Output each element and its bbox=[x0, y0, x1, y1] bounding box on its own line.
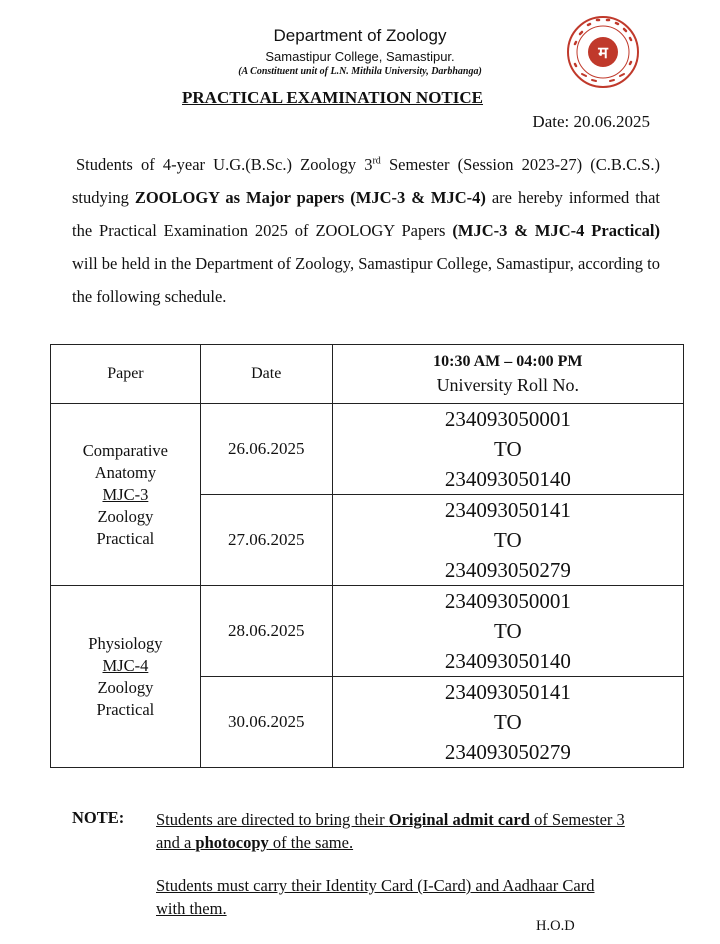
roll-to: 234093050279 bbox=[444, 740, 571, 764]
note1-text-b: of Semester 3 and a bbox=[156, 810, 625, 852]
exam-date: 28.06.2025 bbox=[200, 586, 332, 677]
note-id-card: Students must carry their Identity Card (I-Card) and Aadhaar Card with them. bbox=[156, 876, 595, 918]
notice-body bbox=[72, 148, 660, 313]
roll-range bbox=[332, 404, 683, 495]
paper-cell-mjc3 bbox=[51, 404, 201, 586]
roll-to: 234093050279 bbox=[444, 558, 571, 582]
roll-to: 234093050140 bbox=[444, 467, 571, 491]
roll-from: 234093050141 bbox=[444, 680, 571, 704]
roll-from: 234093050141 bbox=[444, 498, 571, 522]
note-admit-card bbox=[156, 808, 626, 854]
roll-from: 234093050001 bbox=[444, 407, 571, 431]
paper-line: Zoology bbox=[97, 677, 154, 697]
department-name: Department of Zoology bbox=[273, 26, 447, 45]
paper-line: Comparative bbox=[82, 440, 169, 460]
constituent-line: (A Constituent unit of L.N. Mithila University, Darbhanga) bbox=[238, 66, 482, 77]
header-date: Date bbox=[200, 345, 332, 404]
roll-range bbox=[332, 677, 683, 768]
roll-range bbox=[332, 586, 683, 677]
roll-range bbox=[332, 495, 683, 586]
college-seal-logo bbox=[560, 14, 646, 90]
exam-date: 30.06.2025 bbox=[200, 677, 332, 768]
roll-to-label: TO bbox=[494, 619, 522, 643]
seal-glyph: म bbox=[598, 43, 608, 62]
table-row bbox=[51, 404, 684, 495]
roll-to-label: TO bbox=[494, 710, 522, 734]
paper-code: MJC-3 bbox=[102, 484, 149, 504]
roll-to-label: TO bbox=[494, 528, 522, 552]
notice-title: PRACTICAL EXAMINATION NOTICE bbox=[182, 88, 483, 107]
header-paper: Paper bbox=[51, 345, 201, 404]
paper-line: Zoology bbox=[97, 506, 154, 526]
paper-line: Practical bbox=[96, 528, 155, 548]
exam-date: 26.06.2025 bbox=[200, 404, 332, 495]
roll-header-label: University Roll No. bbox=[436, 375, 580, 395]
table-row bbox=[51, 586, 684, 677]
note-label: NOTE: bbox=[72, 808, 125, 827]
hod-signature: H.O.D bbox=[536, 918, 575, 934]
paper-cell-mjc4 bbox=[51, 586, 201, 768]
body-text-4: will be held in the Department of Zoology, Samastipur College, Samastipur, according to the following schedule. bbox=[72, 254, 661, 306]
notice-date: Date: 20.06.2025 bbox=[532, 112, 650, 131]
exam-schedule-table bbox=[50, 344, 684, 768]
note1-bold-a: Original admit card bbox=[388, 810, 530, 829]
note1-bold-b: photocopy bbox=[195, 833, 269, 852]
college-name: Samastipur College, Samastipur. bbox=[265, 49, 455, 64]
note1-text-c: of the same. bbox=[268, 833, 354, 852]
body-text-3: are hereby informed that the Practical Examination 2025 of ZOOLOGY Papers bbox=[72, 188, 660, 240]
roll-from: 234093050001 bbox=[444, 589, 571, 613]
paper-code: MJC-4 bbox=[102, 655, 149, 675]
body-text-2: Semester (Session 2023-27) (C.B.C.S.) studying bbox=[72, 155, 660, 207]
body-bold-2: (MJC-3 & MJC-4 Practical) bbox=[452, 221, 660, 240]
body-text-1: Students of 4-year U.G.(B.Sc.) Zoology 3 bbox=[76, 155, 373, 174]
note1-text-a: Students are directed to bring their bbox=[156, 810, 389, 829]
roll-to-label: TO bbox=[494, 437, 522, 461]
paper-line: Anatomy bbox=[94, 462, 157, 482]
exam-date: 27.06.2025 bbox=[200, 495, 332, 586]
body-bold-1: ZOOLOGY as Major papers (MJC-3 & MJC-4) bbox=[134, 188, 486, 207]
exam-time: 10:30 AM – 04:00 PM bbox=[433, 353, 583, 370]
body-superscript: rd bbox=[372, 155, 381, 167]
header-roll bbox=[332, 345, 683, 404]
paper-line: Practical bbox=[96, 699, 155, 719]
roll-to: 234093050140 bbox=[444, 649, 571, 673]
table-header-row bbox=[51, 345, 684, 404]
paper-line: Physiology bbox=[88, 633, 163, 653]
